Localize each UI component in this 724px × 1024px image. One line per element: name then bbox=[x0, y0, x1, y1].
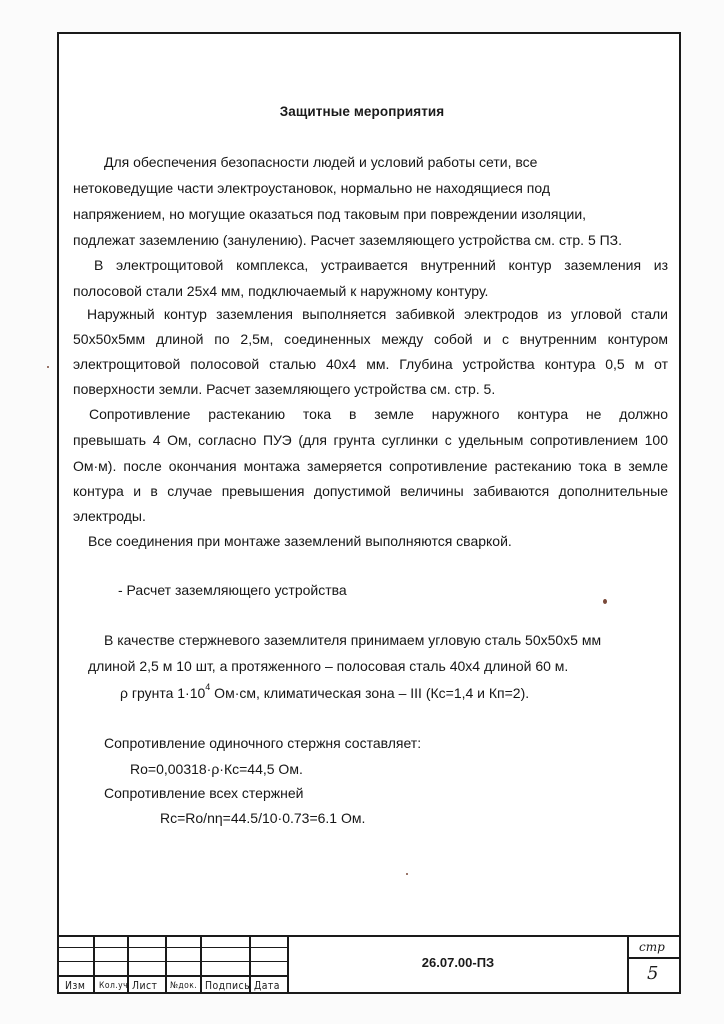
paragraph-line: Сопротивление растеканию тока в земле наружного контура не должно bbox=[89, 406, 668, 422]
section-heading: - Расчет заземляющего устройства bbox=[118, 582, 347, 598]
column-label-date: Дата bbox=[254, 979, 280, 992]
title-block-sheet-cell bbox=[627, 937, 681, 994]
sheet-divider bbox=[629, 957, 681, 959]
column-label-list: Лист bbox=[132, 979, 158, 992]
soil-resistivity-exponent: 4 bbox=[205, 682, 211, 693]
paragraph-line: контура и в случае превышения допустимой величины забиваются дополнительные bbox=[73, 483, 668, 499]
title-block bbox=[57, 935, 681, 994]
column-label-kol-uch: Кол.уч bbox=[99, 981, 129, 991]
paragraph-line: нетоковедущие части электроустановок, нормально не находящиеся под bbox=[73, 180, 550, 196]
grid-column-line bbox=[165, 937, 167, 994]
paragraph-line: полосовой стали 25х4 мм, подключаемый к наружному контуру. bbox=[73, 283, 489, 299]
soil-resistivity-suffix: Ом·см, климатическая зона – III (Кс=1,4 и Кп=2). bbox=[210, 685, 530, 701]
grid-row-line bbox=[57, 975, 287, 977]
scan-speck bbox=[47, 366, 49, 368]
scan-speck bbox=[603, 599, 607, 604]
calc-line: В качестве стержневого заземлителя принимаем угловую сталь 50х50х5 мм bbox=[104, 632, 602, 648]
title-block-code-cell bbox=[287, 937, 627, 994]
soil-resistivity-prefix: ρ грунта 1·10 bbox=[120, 685, 206, 701]
sheet-label: стр bbox=[639, 940, 665, 954]
paragraph-line: 50х50х5мм длиной по 2,5м, соединенных между собой и с внутренним контуром bbox=[73, 331, 668, 347]
soil-resistivity-line bbox=[120, 682, 530, 701]
grid-row-line bbox=[57, 961, 287, 962]
paragraph-line: Наружный контур заземления выполняется забивкой электродов из угловой стали bbox=[87, 306, 668, 322]
paragraph-line: напряжением, но могущие оказаться под таковым при повреждении изоляции, bbox=[73, 206, 587, 222]
paragraph-line: Ом·м). после окончания монтажа замеряется сопротивление растеканию тока в земле bbox=[73, 458, 668, 474]
paragraph-line: электроды. bbox=[73, 508, 146, 524]
single-rod-formula: Ro=0,00318·ρ·Кс=44,5 Ом. bbox=[130, 761, 303, 777]
all-rods-formula: Rc=Ro/nη=44.5/10·0.73=6.1 Ом. bbox=[160, 810, 366, 826]
paragraph-line: В электрощитовой комплекса, устраивается внутренний контур заземления из bbox=[94, 257, 668, 273]
scan-speck bbox=[406, 873, 408, 875]
column-label-signature: Подпись bbox=[205, 979, 251, 992]
all-rods-label: Сопротивление всех стержней bbox=[104, 785, 304, 801]
grid-column-line bbox=[93, 937, 95, 994]
paragraph-line: подлежат заземлению (занулению). Расчет заземляющего устройства см. стр. 5 ПЗ. bbox=[73, 232, 623, 248]
document-code: 26.07.00-ПЗ bbox=[421, 955, 495, 970]
drawing-frame bbox=[57, 32, 681, 994]
page-title: Защитные мероприятия bbox=[279, 104, 445, 119]
paragraph-line: превышать 4 Ом, согласно ПУЭ (для грунта суглинки с удельным сопротивлением 100 bbox=[73, 432, 668, 448]
grid-column-line bbox=[200, 937, 202, 994]
paragraph-line: поверхности земли. Расчет заземляющего устройства см. стр. 5. bbox=[73, 381, 496, 397]
paragraph-line: Для обеспечения безопасности людей и условий работы сети, все bbox=[104, 154, 538, 170]
title-block-revision-grid bbox=[57, 937, 287, 994]
single-rod-label: Сопротивление одиночного стержня составляет: bbox=[104, 735, 422, 751]
paragraph-line: Все соединения при монтаже заземлений выполняются сваркой. bbox=[88, 533, 512, 549]
grid-row-line bbox=[57, 947, 287, 948]
column-label-doc-number: №док. bbox=[170, 981, 198, 991]
calc-line: длиной 2,5 м 10 шт, а протяженного – полосовая сталь 40х4 длиной 60 м. bbox=[88, 658, 569, 674]
sheet-number: 5 bbox=[647, 963, 659, 984]
paragraph-line: электрощитовой полосовой сталью 40х4 мм. Глубина устройства контура 0,5 м от bbox=[73, 356, 668, 372]
column-label-izm: Изм bbox=[65, 979, 86, 992]
